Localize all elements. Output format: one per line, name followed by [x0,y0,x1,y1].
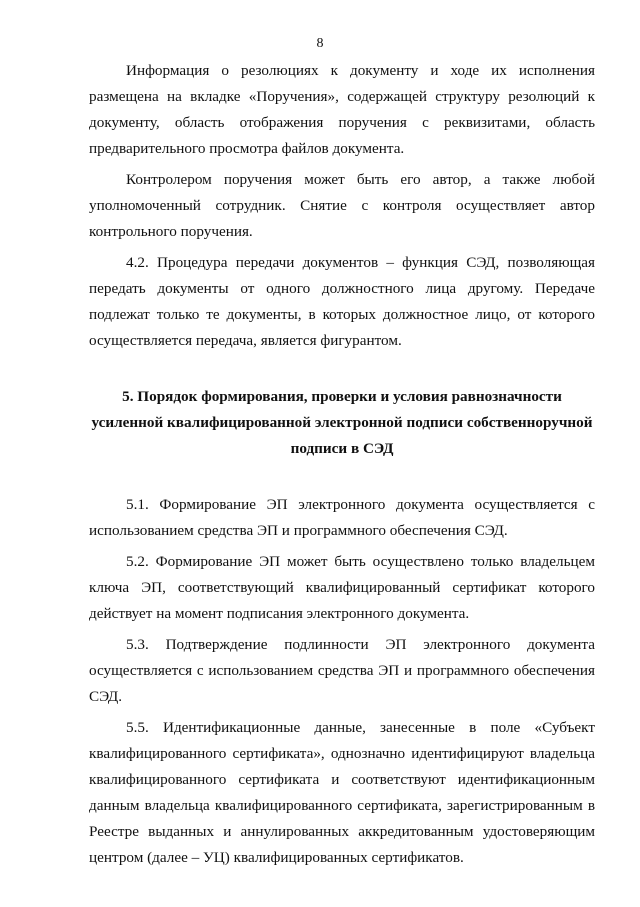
paragraph-5-3: 5.3. Подтверждение подлинности ЭП электронного документа осуществляется с использованием средства ЭП и программного обеспечения СЭД. [89,636,595,705]
paragraph-4-2: 4.2. Процедура передачи документов – функция СЭД, позволяющая передать документы от одного должностного лица другому. Передаче подлежат только те документы, в которых должностное лицо, от которого осуществляется передача, является фигурантом. [89,254,595,349]
paragraph-resolutions-info: Информация о резолюциях к документу и ходе их исполнения размещена на вкладке «Поручения», содержащей структуру резолюций к документу, область отображения поручения с реквизитами, область предварительного просмотра файлов документа. [89,62,595,157]
page-content [89,58,595,871]
paragraph-5-2: 5.2. Формирование ЭП может быть осуществлено только владельцем ключа ЭП, соответствующий квалифицированный сертификат которого действует на момент подписания электронного документа. [89,553,595,622]
paragraph-5-5: 5.5. Идентификационные данные, занесенные в поле «Субъект квалифицированного сертификата», однозначно идентифицируют владельца квалифицированного сертификата и соответствуют идентификационным данным владельца квалифицированного сертификата, зарегистрированным в Реестре выданных и аннулированных аккредитованным удостоверяющим центром (далее – УЦ) квалифицированных сертификатов. [89,719,595,866]
page-number: 8 [316,36,324,51]
section-5-heading: 5. Порядок формирования, проверки и условия равнозначности усиленной квалифицированной электронной подписи собственноручной подписи в СЭД [91,388,593,457]
paragraph-controller: Контролером поручения может быть его автор, а также любой уполномоченный сотрудник. Снятие с контроля осуществляет автор контрольного поручения. [89,171,595,240]
paragraph-5-1: 5.1. Формирование ЭП электронного документа осуществляется с использованием средства ЭП и программного обеспечения СЭД. [89,496,595,539]
